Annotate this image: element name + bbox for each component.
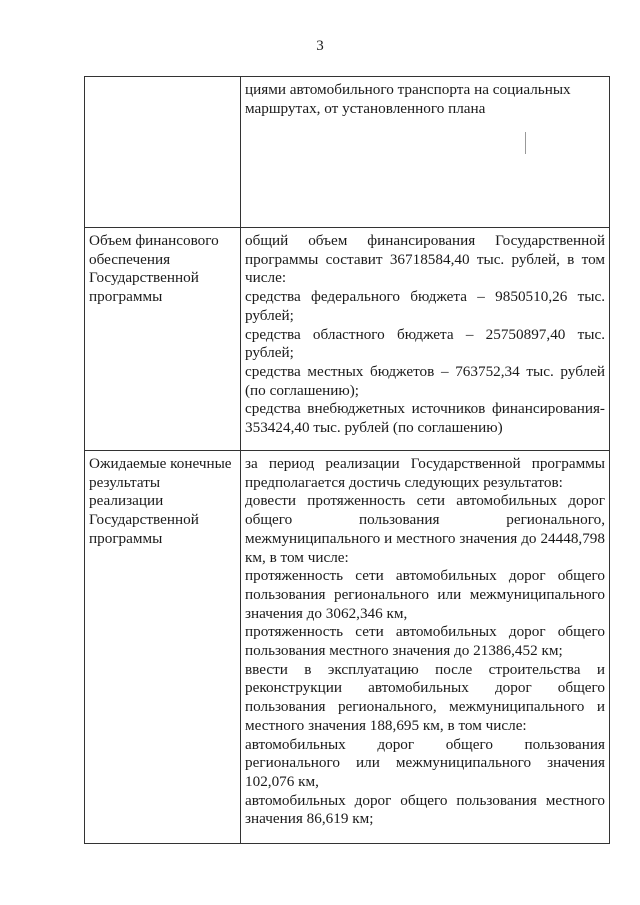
value-line: протяженность сети автомобильных дорог общего пользования регионального или межмуниципального значения до 3062,346 км, [245,567,605,622]
row-label: Объем финансового обеспечения Государственной программы [85,228,241,451]
value-line: автомобильных дорог общего пользования регионального или межмуниципального значения 102,076 км, [245,735,605,790]
program-passport-table [84,76,610,844]
table-row [85,228,610,451]
value-line: автомобильных дорог общего пользования местного значения 86,619 км; [245,791,605,828]
value-line: средства внебюджетных источников финансирования- 353424,40 тыс. рублей (по соглашению) [245,400,605,437]
value-line: довести протяженность сети автомобильных дорог общего пользования регионального, межмуниципального и местного значения до 24448,798 км, в том числе: [245,492,605,566]
value-line: ввести в эксплуатацию после строительства и реконструкции автомобильных дорог общего пользования регионального, межмуниципального и местного значения 188,695 км, в том числе: [245,660,605,734]
value-line: средства местных бюджетов – 763752,34 тыс. рублей (по соглашению); [245,362,605,399]
value-line: общий объем финансирования Государственной программы составит 36718584,40 тыс. рублей, в том числе: [245,232,605,287]
row-value [241,228,610,451]
value-line: циями автомобильного транспорта на социальных [245,81,571,98]
page-number: 3 [316,38,324,54]
table-row [85,451,610,844]
value-line: протяженность сети автомобильных дорог общего пользования местного значения до 21386,452 км; [245,623,605,660]
value-line: средства областного бюджета – 25750897,40 тыс. рублей; [245,325,605,362]
value-line: средства федерального бюджета – 9850510,26 тыс. рублей; [245,288,605,324]
row-value [241,77,610,228]
value-line: за период реализации Государственной программы предполагается достичь следующих результатов: [245,455,605,491]
scan-mark [525,132,526,154]
row-label [85,77,241,228]
value-line: маршрутах, от установленного плана [245,99,486,117]
table-row [85,77,610,228]
row-label: Ожидаемые конечные результаты реализации Государственной программы [85,451,241,844]
row-value [241,451,610,844]
